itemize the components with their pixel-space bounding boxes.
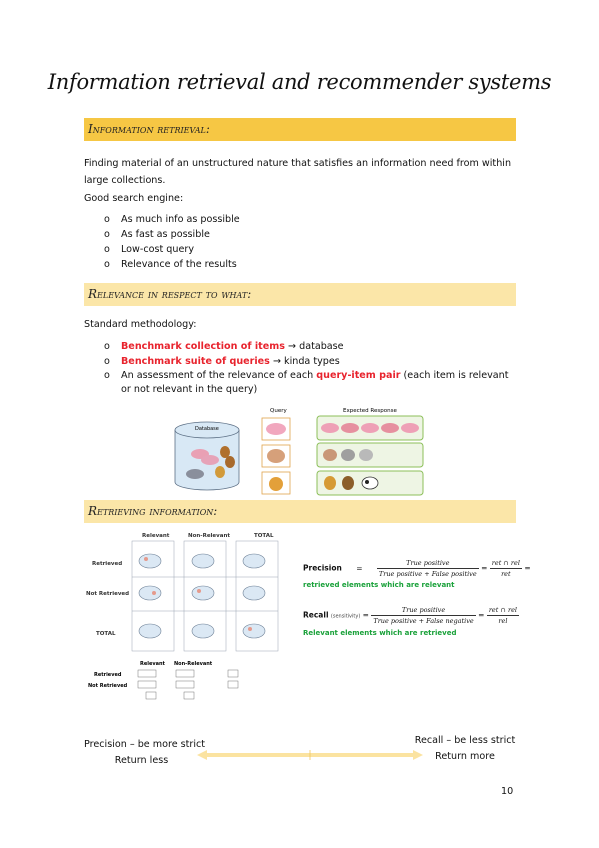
query-response-figure bbox=[170, 402, 430, 498]
list-item: o As fast as possible bbox=[104, 229, 210, 240]
bullet-icon: o bbox=[104, 341, 110, 352]
good-engine-list bbox=[104, 212, 240, 272]
section-header-retrieving bbox=[84, 500, 516, 523]
section-title: Retrieving information: bbox=[88, 504, 218, 518]
response-pigs-panel bbox=[317, 416, 423, 440]
section-header-information-retrieval bbox=[84, 118, 516, 141]
query-pig-icon bbox=[262, 418, 290, 440]
database-cylinder-icon bbox=[175, 422, 239, 490]
section-title: Relevance in respect to what: bbox=[88, 287, 252, 301]
database-label: Database bbox=[195, 426, 219, 432]
col-total: TOTAL bbox=[254, 533, 274, 539]
bullet-icon: o bbox=[104, 214, 110, 225]
small-col-relevant: Relevant bbox=[140, 661, 165, 667]
list-item: o An assessment of the relevance of each query-item pair (each item is relevant or not relevant in the query) bbox=[104, 370, 509, 395]
standard-methodology-list bbox=[104, 339, 516, 397]
small-row-retrieved: Retrieved bbox=[94, 672, 122, 678]
list-item: o As much info as possible bbox=[104, 214, 240, 225]
precision-note: retrieved elements which are relevant bbox=[303, 581, 455, 589]
bullet-icon: o bbox=[104, 356, 110, 367]
precision-formula: Precision = $\frac{\text{True positive}}{\text{True positive + False positive}}$ = $\frac{\text{ret ∩ rel}}{\text{ret}}$ = bbox=[303, 559, 531, 578]
bullet-icon: o bbox=[104, 244, 110, 255]
intro-paragraph: Finding material of an unstructured nature that satisfies an information need from within large collections. bbox=[84, 158, 512, 186]
recall-note: Relevant elements which are retrieved bbox=[303, 629, 457, 637]
bullet-icon: o bbox=[104, 229, 110, 240]
retrieval-matrix-figure bbox=[84, 527, 284, 705]
page-title: Information retrieval and recommender systems bbox=[47, 70, 552, 94]
tradeoff-arrow-icon bbox=[195, 747, 425, 763]
list-item: o Benchmark suite of queries → kinda types bbox=[104, 356, 340, 367]
section-header-relevance bbox=[84, 283, 516, 306]
precision-tradeoff: Precision – be more strict Return less bbox=[84, 739, 206, 766]
small-col-non-relevant: Non-Relevant bbox=[174, 661, 213, 667]
recall-formula: Recall (sensitivity) = $\frac{\text{True positive}}{\text{True positive + False negative}}$ = $\frac{\text{ret ∩ rel}}{\text{rel}}$ bbox=[303, 606, 517, 625]
query-label: Query bbox=[270, 408, 287, 414]
col-non-relevant: Non-Relevant bbox=[188, 533, 231, 539]
bullet-icon: o bbox=[104, 259, 110, 270]
row-total: TOTAL bbox=[96, 631, 116, 637]
expected-response-label: Expected Response bbox=[343, 408, 397, 414]
response-elephants-panel bbox=[317, 443, 423, 467]
recall-tradeoff: Recall – be less strict Return more bbox=[414, 735, 516, 762]
matrix-cells bbox=[139, 554, 265, 638]
small-row-not-retrieved: Not Retrieved bbox=[88, 683, 128, 689]
list-item: o Relevance of the results bbox=[104, 259, 237, 270]
query-elephant-icon bbox=[262, 445, 290, 467]
bullet-icon: o bbox=[104, 370, 110, 381]
standard-methodology-label: Standard methodology: bbox=[84, 319, 197, 330]
query-duck-icon bbox=[262, 472, 290, 494]
response-ducks-panel bbox=[317, 471, 423, 495]
page-number: 10 bbox=[501, 786, 514, 797]
row-not-retrieved: Not Retrieved bbox=[86, 591, 130, 597]
col-relevant: Relevant bbox=[142, 533, 170, 539]
list-item: o Low-cost query bbox=[104, 244, 195, 255]
row-retrieved: Retrieved bbox=[92, 561, 123, 567]
good-engine-label: Good search engine: bbox=[84, 193, 184, 204]
list-item: o Benchmark collection of items → database bbox=[104, 341, 344, 352]
section-title: Information retrieval: bbox=[88, 122, 210, 136]
